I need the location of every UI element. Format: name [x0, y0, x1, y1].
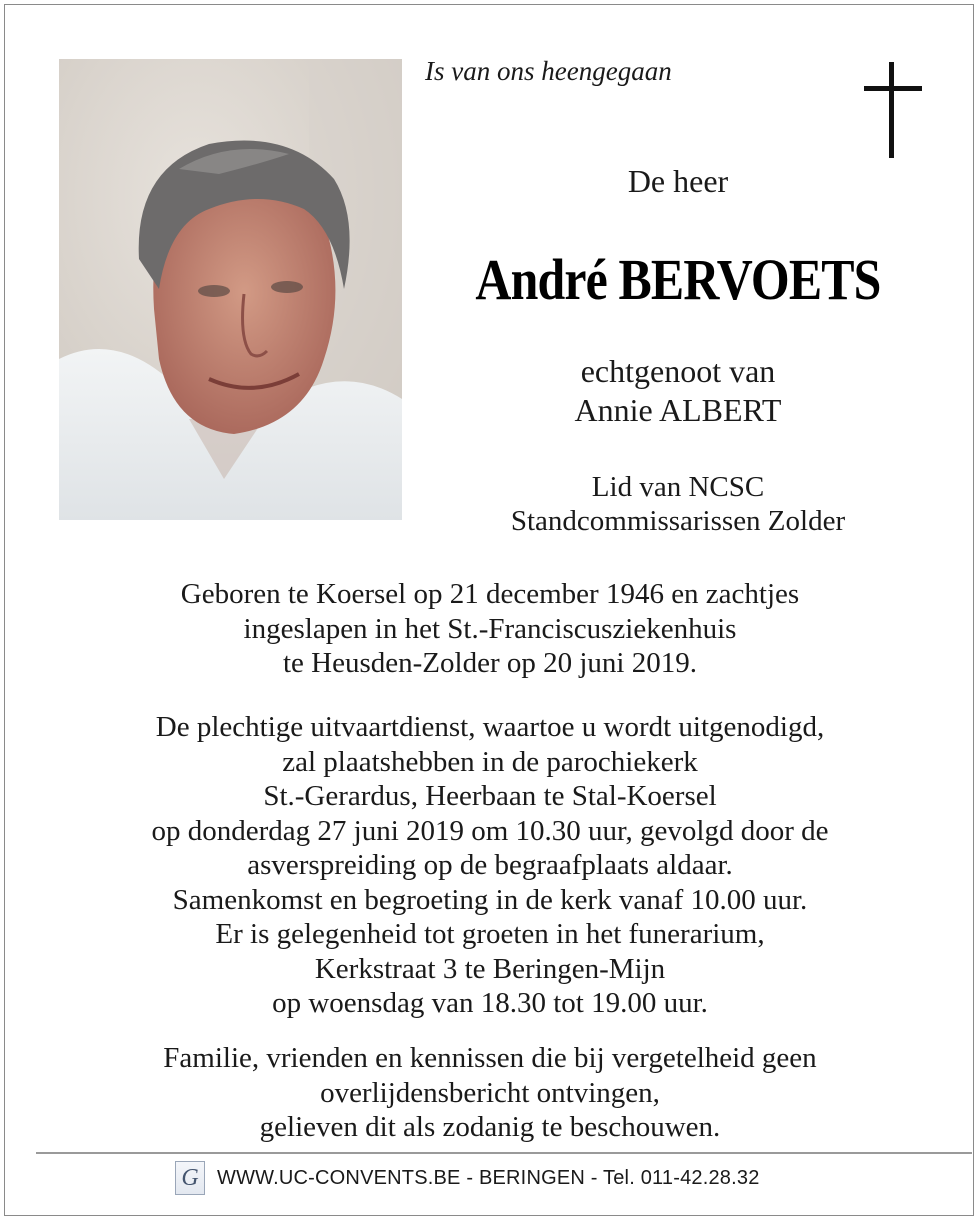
text-line: Samenkomst en begroeting in de kerk vanaf 10.00 uur. [172, 883, 808, 916]
notice-paragraph [0, 1041, 980, 1145]
text-line: asverspreiding op de begraafplaats aldaar. [247, 849, 733, 881]
service-paragraph [0, 710, 980, 1021]
text-line: zal plaatshebben in de parochiekerk [282, 745, 698, 778]
footer [175, 1160, 760, 1196]
birth-death-paragraph [0, 577, 980, 681]
text-line: De plechtige uitvaartdienst, waartoe u wordt uitgenodigd, [155, 711, 825, 743]
footer-divider [36, 1152, 972, 1154]
funeral-home-logo-icon: G [175, 1161, 205, 1195]
text-line: Er is gelegenheid tot groeten in het funerarium, [215, 918, 765, 950]
text-line: St.-Gerardus, Heerbaan te Stal-Koersel [263, 780, 717, 812]
deceased-name: André BERVOETS [475, 247, 881, 312]
honorific: De heer [627, 163, 729, 199]
intro-text: Is van ons heengegaan [425, 56, 672, 86]
text-line: Kerkstraat 3 te Beringen-Mijn [314, 952, 666, 985]
text-line: op donderdag 27 juni 2019 om 10.30 uur, gevolgd door de [151, 814, 829, 847]
text-line: Familie, vrienden en kennissen die bij vergetelheid geen [163, 1042, 817, 1074]
text-line: op woensdag van 18.30 tot 19.00 uur. [272, 987, 708, 1019]
footer-contact: WWW.UC-CONVENTS.BE - BERINGEN - Tel. 011-42.28.32 [217, 1166, 760, 1189]
spouse-label: echtgenoot van [580, 353, 776, 389]
text-line: te Heusden-Zolder op 20 juni 2019. [283, 647, 697, 679]
text-line: overlijdensbericht ontvingen, [320, 1076, 660, 1109]
spouse-name: Annie ALBERT [574, 392, 782, 428]
text-line: gelieven dit als zodanig te beschouwen. [259, 1111, 721, 1143]
cross-icon [864, 62, 922, 158]
portrait-photo [59, 59, 402, 520]
text-line: ingeslapen in het St.-Franciscusziekenhuis [243, 612, 737, 645]
membership-organization: Standcommissarissen Zolder [510, 505, 846, 537]
membership-line: Lid van NCSC [591, 471, 765, 503]
text-line: Geboren te Koersel op 21 december 1946 en zachtjes [180, 578, 800, 610]
